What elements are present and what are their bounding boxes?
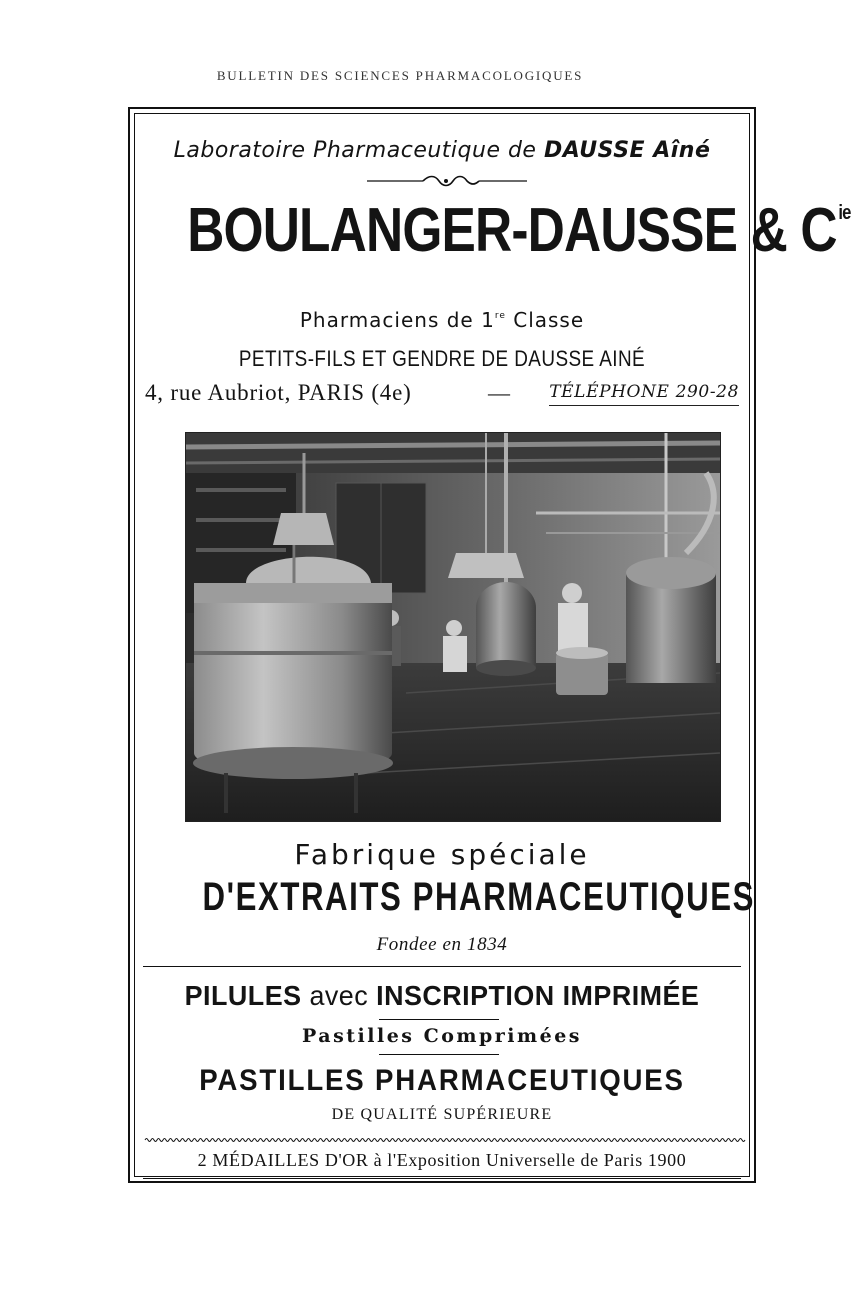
pilules-line (147, 980, 736, 1012)
laboratory-line (135, 138, 749, 163)
short-rule-lower (379, 1054, 499, 1055)
address-dash: — (488, 380, 510, 405)
fabrique-speciale: Fabrique spéciale (294, 838, 590, 871)
pastilles-pharmaceutiques: PASTILLES PHARMACEUTIQUES (199, 1064, 685, 1097)
petits-fils-line: PETITS-FILS ET GENDRE DE DAUSSE AINÉ (238, 346, 646, 371)
telephone: TÉLÉPHONE 290-28 (549, 382, 739, 406)
running-head: BULLETIN DES SCIENCES PHARMACOLOGIQUES (216, 68, 584, 83)
flourish-ornament (367, 174, 527, 188)
pharmaciens-suffix: Classe (513, 308, 585, 332)
pilules-avec: avec (309, 980, 369, 1011)
laboratory-line-prefix: Laboratoire Pharmaceutique de (173, 138, 537, 163)
advertisement-inner-border (134, 113, 851, 1177)
short-rule-upper (379, 1019, 499, 1020)
address: 4, rue Aubriot, PARIS (4e) (145, 380, 412, 405)
pastilles-comprimees: Pastilles Comprimées (301, 1025, 582, 1047)
pharmaciens-superscript: re (494, 311, 506, 321)
extraits-pharmaceutiques: D'EXTRAITS PHARMACEUTIQUES (202, 875, 755, 919)
divider-upper (143, 966, 741, 967)
factory-photograph (185, 432, 721, 822)
pharmaciens-prefix: Pharmaciens de 1 (299, 308, 495, 332)
pilules-inscription: INSCRIPTION IMPRIMÉE (376, 980, 700, 1011)
fondee-year: Fondee en 1834 (376, 934, 508, 955)
firm-name-text: BOULANGER-DAUSSE & C (187, 196, 837, 265)
wavy-rule (145, 1136, 743, 1144)
address-row (143, 380, 743, 410)
factory-illustration (186, 433, 720, 821)
firm-name (187, 196, 851, 265)
qualite-superieure: DE QUALITÉ SUPÉRIEURE (331, 1106, 553, 1123)
medailles-line: 2 MÉDAILLES D'OR à l'Exposition Universelle de Paris 1900 (197, 1150, 687, 1170)
laboratory-line-name: DAUSSE Aîné (543, 138, 711, 163)
advertisement (128, 107, 851, 1183)
pilules-word: PILULES (184, 980, 302, 1011)
firm-name-superscript: ie (838, 202, 851, 224)
divider-bottom (143, 1178, 741, 1179)
pharmaciens-line (135, 308, 749, 332)
